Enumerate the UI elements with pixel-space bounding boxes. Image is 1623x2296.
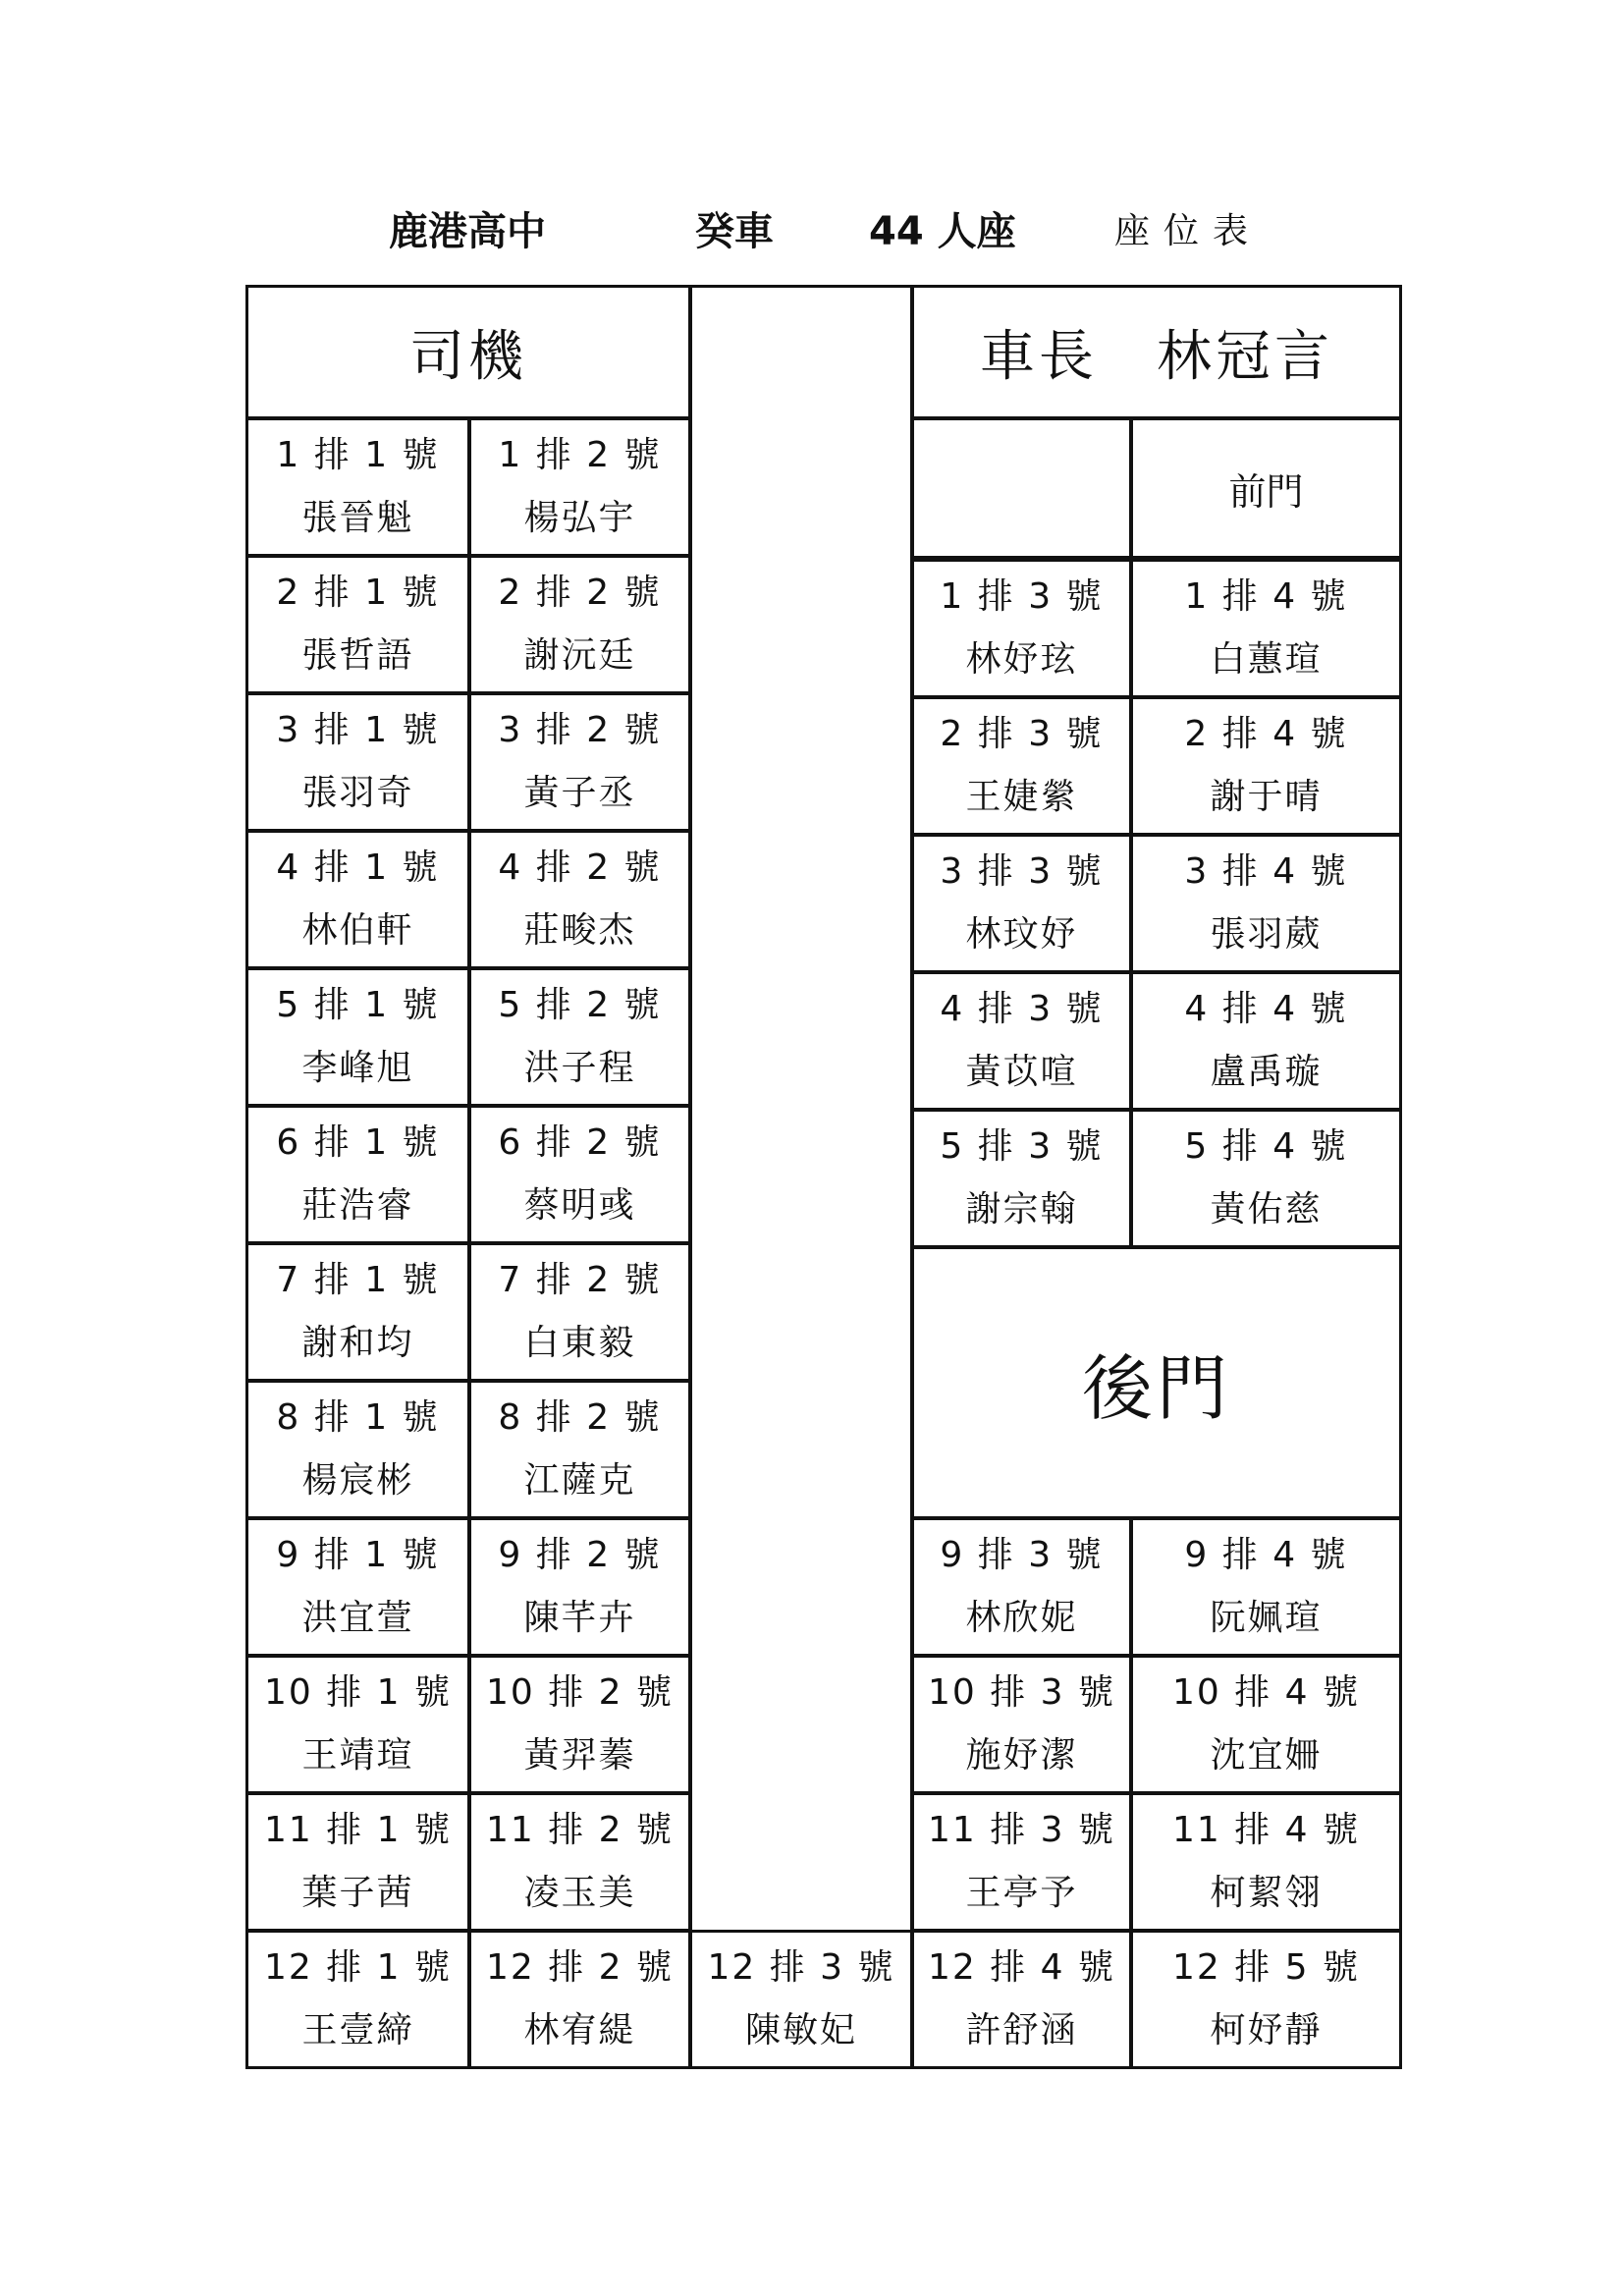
student-name: 謝和均 [301, 1323, 414, 1363]
student-name: 張羽奇 [301, 773, 414, 813]
seat-6-1 [245, 1105, 470, 1244]
seat-label: 5 排 4 號 [1184, 1126, 1348, 1167]
seat-11-4 [1130, 1792, 1402, 1932]
student-name: 謝沅廷 [523, 635, 636, 676]
seat-1-4 [1130, 559, 1402, 698]
seat-label: 1 排 3 號 [940, 576, 1104, 617]
seat-label: 4 排 4 號 [1184, 989, 1348, 1029]
student-name: 柯妤靜 [1210, 2010, 1323, 2050]
seat-3-4 [1130, 834, 1402, 973]
seat-label: 11 排 1 號 [263, 1810, 453, 1850]
student-name: 王壹締 [301, 2010, 414, 2050]
seat-label: 8 排 2 號 [498, 1397, 662, 1438]
seat-11-2 [468, 1792, 691, 1932]
seat-label: 12 排 4 號 [927, 1947, 1116, 1988]
seat-label: 2 排 1 號 [276, 573, 440, 613]
student-name: 凌玉美 [523, 1873, 636, 1913]
seat-label: 4 排 2 號 [498, 847, 662, 888]
seat-2-3 [911, 696, 1132, 836]
seat-3-1 [245, 692, 470, 832]
student-name: 盧禹璇 [1210, 1052, 1323, 1092]
seat-6-2 [468, 1105, 691, 1244]
seat-12-4 [911, 1930, 1132, 2069]
student-name: 張晉魁 [301, 498, 414, 538]
student-name: 洪子程 [523, 1048, 636, 1088]
student-name: 林妤玹 [965, 639, 1078, 680]
bus-leader-box [911, 285, 1402, 419]
seat-label: 5 排 1 號 [276, 985, 440, 1025]
capacity: 44 人座 [869, 209, 1016, 254]
seat-label: 10 排 4 號 [1171, 1672, 1361, 1713]
seat-9-4 [1130, 1517, 1402, 1657]
seat-label: 11 排 3 號 [927, 1810, 1116, 1850]
student-name: 張哲語 [301, 635, 414, 676]
seat-2-2 [468, 555, 691, 694]
seat-1-3 [911, 559, 1132, 698]
student-name: 白蕙瑄 [1210, 639, 1323, 680]
seat-11-3 [911, 1792, 1132, 1932]
student-name: 王靖瑄 [301, 1735, 414, 1776]
seat-label: 4 排 1 號 [276, 847, 440, 888]
seat-label: 2 排 4 號 [1184, 714, 1348, 754]
school-name: 鹿港高中 [389, 209, 546, 254]
seat-8-1 [245, 1380, 470, 1519]
seat-3-3 [911, 834, 1132, 973]
seat-label: 6 排 2 號 [498, 1122, 662, 1163]
seat-label: 9 排 3 號 [940, 1535, 1104, 1575]
student-name: 黃子丞 [523, 773, 636, 813]
driver-box [245, 285, 691, 419]
student-name: 白東毅 [523, 1323, 636, 1363]
student-name: 林玟妤 [965, 914, 1078, 955]
student-name: 楊弘宇 [523, 498, 636, 538]
student-name: 蔡明彧 [523, 1185, 636, 1226]
seat-1-1 [245, 417, 470, 557]
seat-10-1 [245, 1655, 470, 1794]
seat-label: 9 排 4 號 [1184, 1535, 1348, 1575]
student-name: 黃苡喧 [965, 1052, 1078, 1092]
seat-label: 10 排 2 號 [485, 1672, 675, 1713]
seat-2-4 [1130, 696, 1402, 836]
bus-seating-grid [245, 285, 1402, 2076]
seat-label: 5 排 2 號 [498, 985, 662, 1025]
seat-12-2 [468, 1930, 691, 2069]
seat-7-2 [468, 1242, 691, 1382]
student-name: 葉子茜 [301, 1873, 414, 1913]
seat-label: 9 排 1 號 [276, 1535, 440, 1575]
seat-label: 1 排 1 號 [276, 435, 440, 475]
seat-label: 9 排 2 號 [498, 1535, 662, 1575]
seat-4-1 [245, 830, 470, 969]
seat-label: 12 排 3 號 [707, 1947, 895, 1988]
seat-10-3 [911, 1655, 1132, 1794]
seat-4-4 [1130, 971, 1402, 1111]
car-name: 癸車 [695, 209, 774, 254]
student-name: 莊浩睿 [301, 1185, 414, 1226]
student-name: 莊畯杰 [523, 910, 636, 951]
seat-2-1 [245, 555, 470, 694]
seat-label: 4 排 3 號 [940, 989, 1104, 1029]
seat-label: 7 排 2 號 [498, 1260, 662, 1300]
student-name: 張羽葳 [1210, 914, 1323, 955]
seat-label: 1 排 2 號 [498, 435, 662, 475]
student-name: 王婕縈 [965, 777, 1078, 817]
seat-12-1 [245, 1930, 470, 2069]
seat-label: 6 排 1 號 [276, 1122, 440, 1163]
seat-label: 2 排 3 號 [940, 714, 1104, 754]
student-name: 李峰旭 [301, 1048, 414, 1088]
seat-label: 11 排 4 號 [1171, 1810, 1361, 1850]
seat-label: 12 排 2 號 [485, 1947, 675, 1988]
student-name: 陳芊卉 [523, 1598, 636, 1638]
student-name: 林宥緹 [523, 2010, 636, 2050]
student-name: 黃佑慈 [1210, 1189, 1323, 1230]
seat-10-2 [468, 1655, 691, 1794]
seat-5-1 [245, 967, 470, 1107]
seat-label: 3 排 2 號 [498, 710, 662, 750]
seat-4-2 [468, 830, 691, 969]
seat-5-4 [1130, 1109, 1402, 1248]
student-name: 林欣妮 [965, 1598, 1078, 1638]
seat-label: 10 排 1 號 [263, 1672, 453, 1713]
student-name: 陳敏妃 [744, 2010, 857, 2050]
seat-label: 8 排 1 號 [276, 1397, 440, 1438]
seat-12-3 [689, 1930, 913, 2069]
seat-4-3 [911, 971, 1132, 1111]
seat-9-2 [468, 1517, 691, 1657]
document-title: 座位表 [1114, 211, 1263, 251]
aisle [689, 285, 913, 1946]
front-door-label: 前門 [1228, 469, 1304, 514]
seat-label: 12 排 5 號 [1171, 1947, 1361, 1988]
bus-leader-label: 車長 林冠言 [980, 324, 1333, 389]
seat-12-5 [1130, 1930, 1402, 2069]
seat-label: 3 排 1 號 [276, 710, 440, 750]
rear-door [911, 1246, 1402, 1519]
student-name: 柯絜翎 [1210, 1873, 1323, 1913]
seat-7-1 [245, 1242, 470, 1382]
seat-9-1 [245, 1517, 470, 1657]
student-name: 沈宜姍 [1210, 1735, 1323, 1776]
student-name: 謝宗翰 [965, 1189, 1078, 1230]
student-name: 洪宜萱 [301, 1598, 414, 1638]
front-door [1130, 417, 1402, 559]
seat-label: 11 排 2 號 [485, 1810, 675, 1850]
seat-5-2 [468, 967, 691, 1107]
student-name: 施妤潔 [965, 1735, 1078, 1776]
seat-label: 12 排 1 號 [263, 1947, 453, 1988]
seat-5-3 [911, 1109, 1132, 1248]
student-name: 林伯軒 [301, 910, 414, 951]
seat-label: 3 排 3 號 [940, 851, 1104, 892]
student-name: 楊宸彬 [301, 1460, 414, 1501]
seat-10-4 [1130, 1655, 1402, 1794]
seat-3-2 [468, 692, 691, 832]
seat-label: 5 排 3 號 [940, 1126, 1104, 1167]
seat-11-1 [245, 1792, 470, 1932]
seat-label: 2 排 2 號 [498, 573, 662, 613]
student-name: 江薩克 [523, 1460, 636, 1501]
seat-8-2 [468, 1380, 691, 1519]
seat-label: 3 排 4 號 [1184, 851, 1348, 892]
student-name: 謝于晴 [1210, 777, 1323, 817]
seat-label: 10 排 3 號 [927, 1672, 1116, 1713]
student-name: 黃羿蓁 [523, 1735, 636, 1776]
seat-label: 7 排 1 號 [276, 1260, 440, 1300]
student-name: 許舒涵 [965, 2010, 1078, 2050]
rear-door-label: 後門 [1081, 1347, 1231, 1430]
empty-front-cell [911, 417, 1132, 559]
student-name: 王亭予 [965, 1873, 1078, 1913]
seat-label: 1 排 4 號 [1184, 576, 1348, 617]
student-name: 阮姵瑄 [1210, 1598, 1323, 1638]
seat-9-3 [911, 1517, 1132, 1657]
seat-1-2 [468, 417, 691, 557]
driver-label: 司機 [409, 324, 527, 389]
